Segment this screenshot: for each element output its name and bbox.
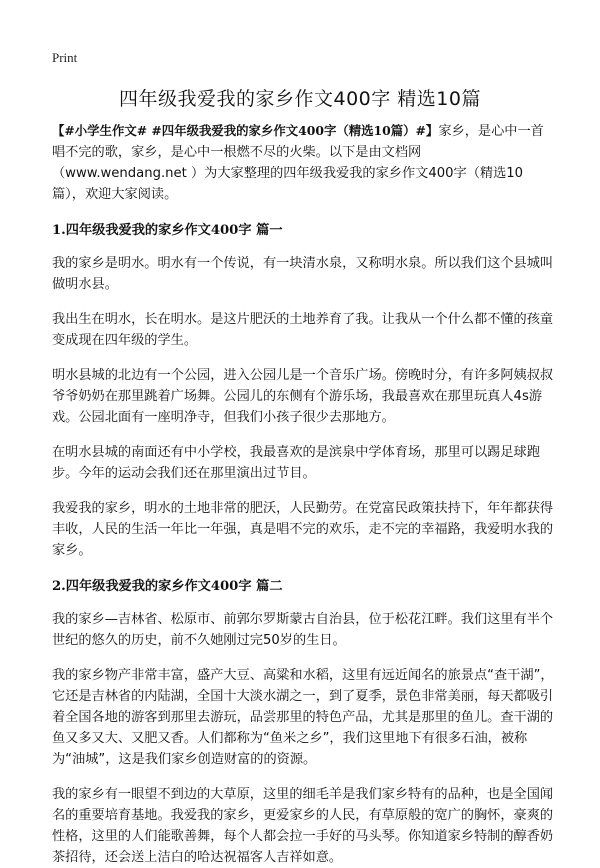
intro-paragraph <box>52 120 554 205</box>
section-heading: 1.四年级我爱我的家乡作文400字 篇一 <box>52 223 283 238</box>
section-paragraph: 我出生在明水，长在明水。是这片肥沃的土地养育了我。让我从一个什么都不懂的孩童变成现在四年级的学生。 <box>52 312 554 348</box>
section-heading: 2.四年级我爱我的家乡作文400字 篇二 <box>52 579 283 594</box>
section-paragraph: 我的家乡有一眼望不到边的大草原，这里的细毛羊是我们家乡特有的品种，也是全国闻名的重要培育基地。我爱我的家乡，更爱家乡的人民，有草原般的宽广的胸怀，豪爽的性格，这里的人们能歌善舞，每个人都会拉一手好的马头琴。你知道家乡特制的醇香奶茶招待，还会送上洁白的哈达祝福客人吉祥如意。 <box>52 787 554 865</box>
section-paragraph: 我的家乡物产非常丰富，盛产大豆、高粱和水稻，这里有远近闻名的旅景点“查干湖”，它还是吉林省的内陆湖，全国十大淡水湖之一，到了夏季，景色非常美丽，每天都吸引着全国各地的游客到那里去游玩，品尝那里的特色产品，尤其是那里的鱼儿。查干湖的鱼又多又大、又肥又香。人们都称为“鱼米之乡”，我们这里地下有很多石油，被称为“油城”，这是我们家乡创造财富的的资源。 <box>52 668 554 767</box>
section-paragraph: 我爱我的家乡，明水的土地非常的肥沃，人民勤劳。在党富民政策扶持下，年年都获得丰收，人民的生活一年比一年强，真是唱不完的欢乐，走不完的幸福路，我爱明水我的家乡。 <box>52 501 554 558</box>
section-paragraph: 我的家乡是明水。明水有一个传说，有一块清水泉，又称明水泉。所以我们这个县城叫做明水县。 <box>52 256 554 292</box>
intro-text: 家乡，是心中一首唱不完的歌，家乡，是心中一根燃不尽的火柴。以下是由文档网（www.wendang.net ）为大家整理的四年级我爱我的家乡作文400字（精选10篇），欢迎大家阅读。 <box>52 124 544 202</box>
intro-tag: 【#小学生作文# #四年级我爱我的家乡作文400字（精选10篇）#】 <box>52 123 439 138</box>
section-paragraph: 我的家乡—吉林省、松原市、前郭尔罗斯蒙古自治县，位于松花江畔。我们这里有半个世纪的悠久的历史，前不久她刚过完50岁的生日。 <box>52 612 554 648</box>
section-paragraph: 在明水县城的南面还有中小学校，我最喜欢的是滨泉中学体育场，那里可以踢足球跑步。今年的运动会我们还在那里演出过节目。 <box>52 445 540 481</box>
section-paragraph: 明水县城的北边有一个公园，进入公园儿是一个音乐广场。傍晚时分，有许多阿姨叔叔爷爷奶奶在那里跳着广场舞。公园儿的东侧有个游乐场，我最喜欢在那里玩真人4s游戏。公园北面有一座明净寺，但我们小孩子很少去那地方。 <box>52 368 554 425</box>
print-link[interactable]: Print <box>52 50 78 65</box>
document-title: 四年级我爱我的家乡作文400字 精选10篇 <box>119 88 481 110</box>
document-body <box>52 120 554 868</box>
